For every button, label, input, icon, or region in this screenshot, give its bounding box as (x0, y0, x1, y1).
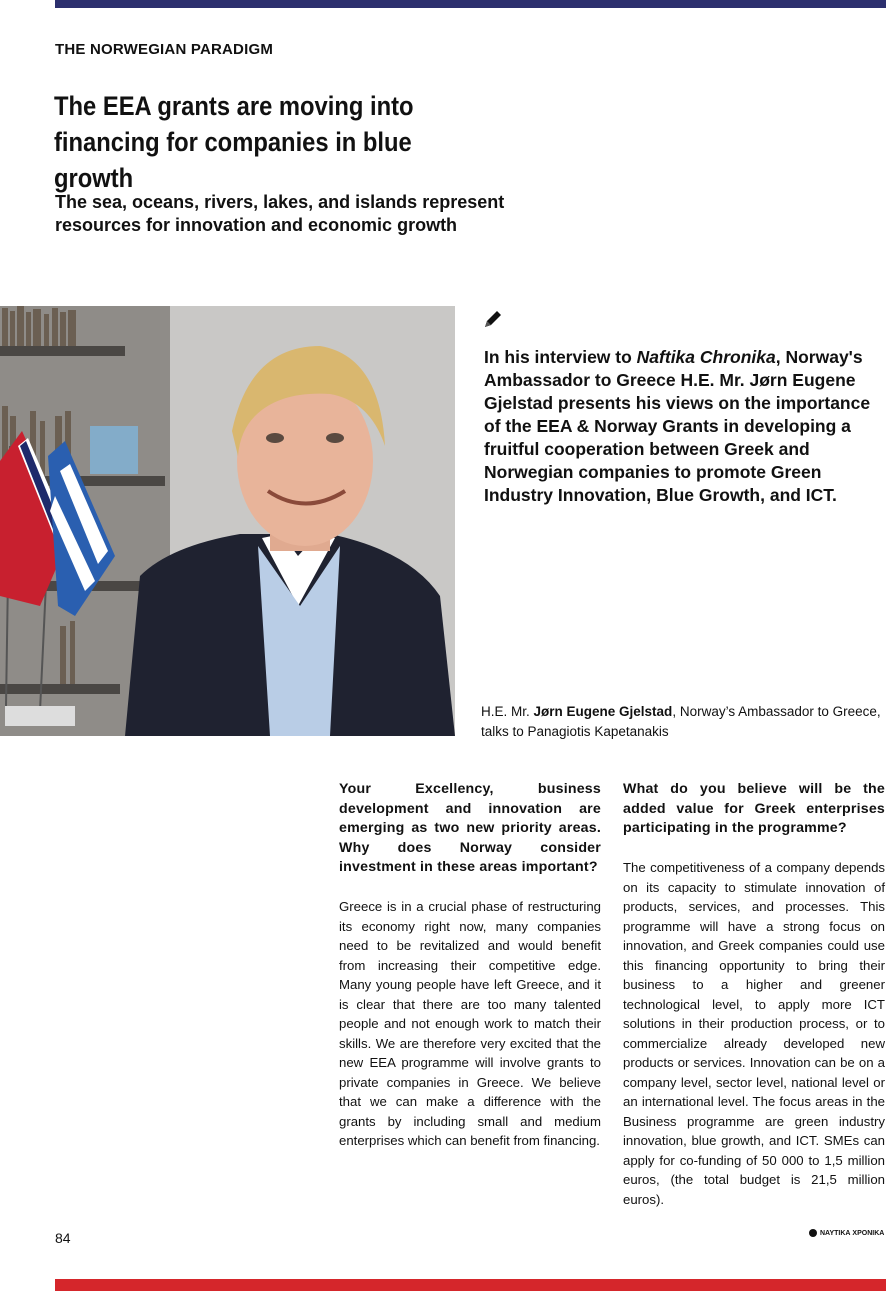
article-subtitle: The sea, oceans, rivers, lakes, and islands represent resources for innovation and economic growth (55, 192, 505, 235)
publication-brand: ΝΑΥΤΙΚΑ ΧΡΟΝΙΚΑ (809, 1229, 884, 1237)
brand-logo-icon (809, 1229, 817, 1237)
ambassador-name: Jørn Eugene Gjelstad (533, 704, 673, 719)
question-2: What do you believe will be the added value for Greek enterprises participating in the programme? (623, 781, 885, 836)
article-headline: The EEA grants are moving into financing for companies in blue growth (54, 91, 414, 193)
answer-1: Greece is in a crucial phase of restructuring its economy right now, many companies need to be revitalized and would benefit from increasing their competitive edge. Many young people have left Greece, and it is clear that there are too many talented people and not enough work to match their skills. We are therefore very excited that the new EEA programme will involve grants to private companies in Greece. We believe that we can make a difference with the grants by including small and medium enterprises which can benefit from financing. (339, 899, 601, 1148)
page-number: 84 (55, 1230, 71, 1246)
interview-column-1 (339, 780, 601, 1151)
question-1: Your Excellency, business development and innovation are emerging as two new priority areas. Why does Norway consider investment in these areas important? (339, 781, 601, 875)
answer-2: The competitiveness of a company depends on its capacity to stimulate innovation of products, services, and processes. This programme will have a strong focus on innovation, and Greek companies could use this financing opportunity to bring their business to a higher and greener technological level, to apply more ICT solutions in their production process, or to commercialize already developed new products or services. Innovation can be on a company level, sector level, national level or an international level. The focus areas in the Business programme are green industry innovation, blue growth, and ICT. SMEs can apply for co-funding of 50 000 to 1,5 million euros, (the total budget is 21,5 million euros). (623, 860, 885, 1207)
photo-caption: H.E. Mr. Jørn Eugene Gjelstad, Norway’s Ambassador to Greece, talks to Panagiotis Kapetanakis (481, 704, 881, 739)
ambassador-photo (0, 306, 455, 736)
pen-icon (482, 308, 504, 330)
article-intro: In his interview to Naftika Chronika, Norway's Ambassador to Greece H.E. Mr. Jørn Eugene Gjelstad presents his views on the importance of the EEA & Norway Grants in developing a fruitful cooperation between Greek and Norwegian companies to promote Green Industry Innovation, Blue Growth, and ICT. (484, 347, 871, 505)
section-label: THE NORWEGIAN PARADIGM (55, 41, 274, 58)
interview-column-2 (623, 780, 885, 1209)
bottom-accent-bar (55, 1279, 886, 1291)
publication-name: Naftika Chronika (636, 347, 776, 367)
top-accent-bar (55, 0, 886, 8)
